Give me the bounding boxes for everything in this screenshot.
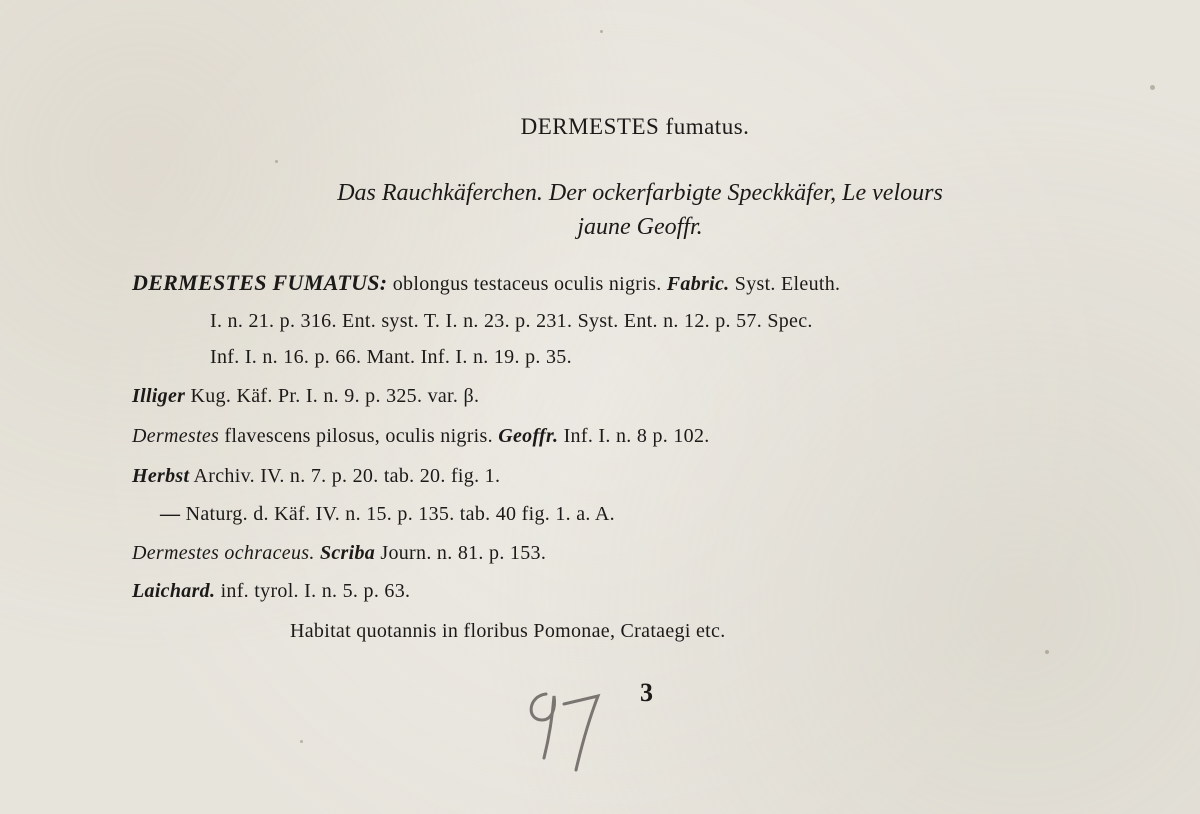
citation: Inf. I. n. 8 p. 102. (558, 425, 710, 447)
citation: Archiv. IV. n. 7. p. 20. tab. 20. fig. 1. (189, 465, 501, 487)
synonym-line (132, 580, 410, 603)
synonym-line (132, 542, 546, 565)
paper-speck (600, 30, 603, 33)
paper-speck (1045, 650, 1049, 654)
handwritten-number (518, 682, 608, 782)
citation: I. n. 21. p. 316. Ent. syst. T. I. n. 23. p. 231. Syst. Ent. n. 12. p. 57. Spec. (210, 310, 813, 332)
species-name: DERMESTES FUMATUS: (132, 270, 388, 295)
handwritten-number-text: 97 (518, 682, 520, 683)
common-names-line-2: jaune Geoffr. (577, 214, 703, 240)
page-title: DERMESTES fumatus. (520, 114, 750, 139)
synonym-line (210, 346, 572, 369)
paper-speck (275, 160, 278, 163)
author-ref: Geoffr. (498, 425, 559, 447)
citation: Syst. Eleuth. (729, 273, 841, 295)
paper-speck (300, 740, 303, 743)
citation: Journ. n. 81. p. 153. (375, 542, 547, 564)
species-name: Dermestes ochraceus. (132, 542, 315, 564)
citation: inf. tyrol. I. n. 5. p. 63. (215, 580, 411, 602)
synonym-line (132, 465, 500, 488)
author-ref: Scriba (319, 542, 376, 564)
synonym-line (132, 270, 840, 296)
citation: Kug. Käf. Pr. I. n. 9. p. 325. var. β. (185, 385, 480, 407)
description: oblongus testaceus oculis nigris. (387, 273, 667, 295)
author-ref: Illiger (132, 385, 186, 407)
genus-name: Dermestes (132, 425, 220, 447)
synonym-line (132, 425, 710, 448)
synonym-line (210, 310, 813, 333)
citation: Naturg. d. Käf. IV. n. 15. p. 135. tab. 40 fig. 1. a. A. (180, 503, 615, 525)
paper-speck (1150, 85, 1155, 90)
habitat: Habitat quotannis in floribus Pomonae, Crataegi etc. (290, 620, 726, 642)
page-number: 3 (640, 678, 653, 707)
synonym-line (132, 385, 479, 408)
author-ref: Laichard. (132, 580, 216, 602)
author-ref: Herbst (132, 465, 190, 487)
ditto-dash: — (160, 503, 181, 525)
citation: Inf. I. n. 16. p. 66. Mant. Inf. I. n. 19. p. 35. (210, 346, 572, 368)
description: flavescens pilosus, oculis nigris. (219, 425, 499, 447)
common-names-line-1: Das Rauchkäferchen. Der ockerfarbigte Speckkäfer, Le velours (337, 180, 943, 206)
common-names (170, 176, 1110, 244)
synonym-line (160, 503, 615, 526)
author-ref: Fabric. (666, 273, 730, 295)
